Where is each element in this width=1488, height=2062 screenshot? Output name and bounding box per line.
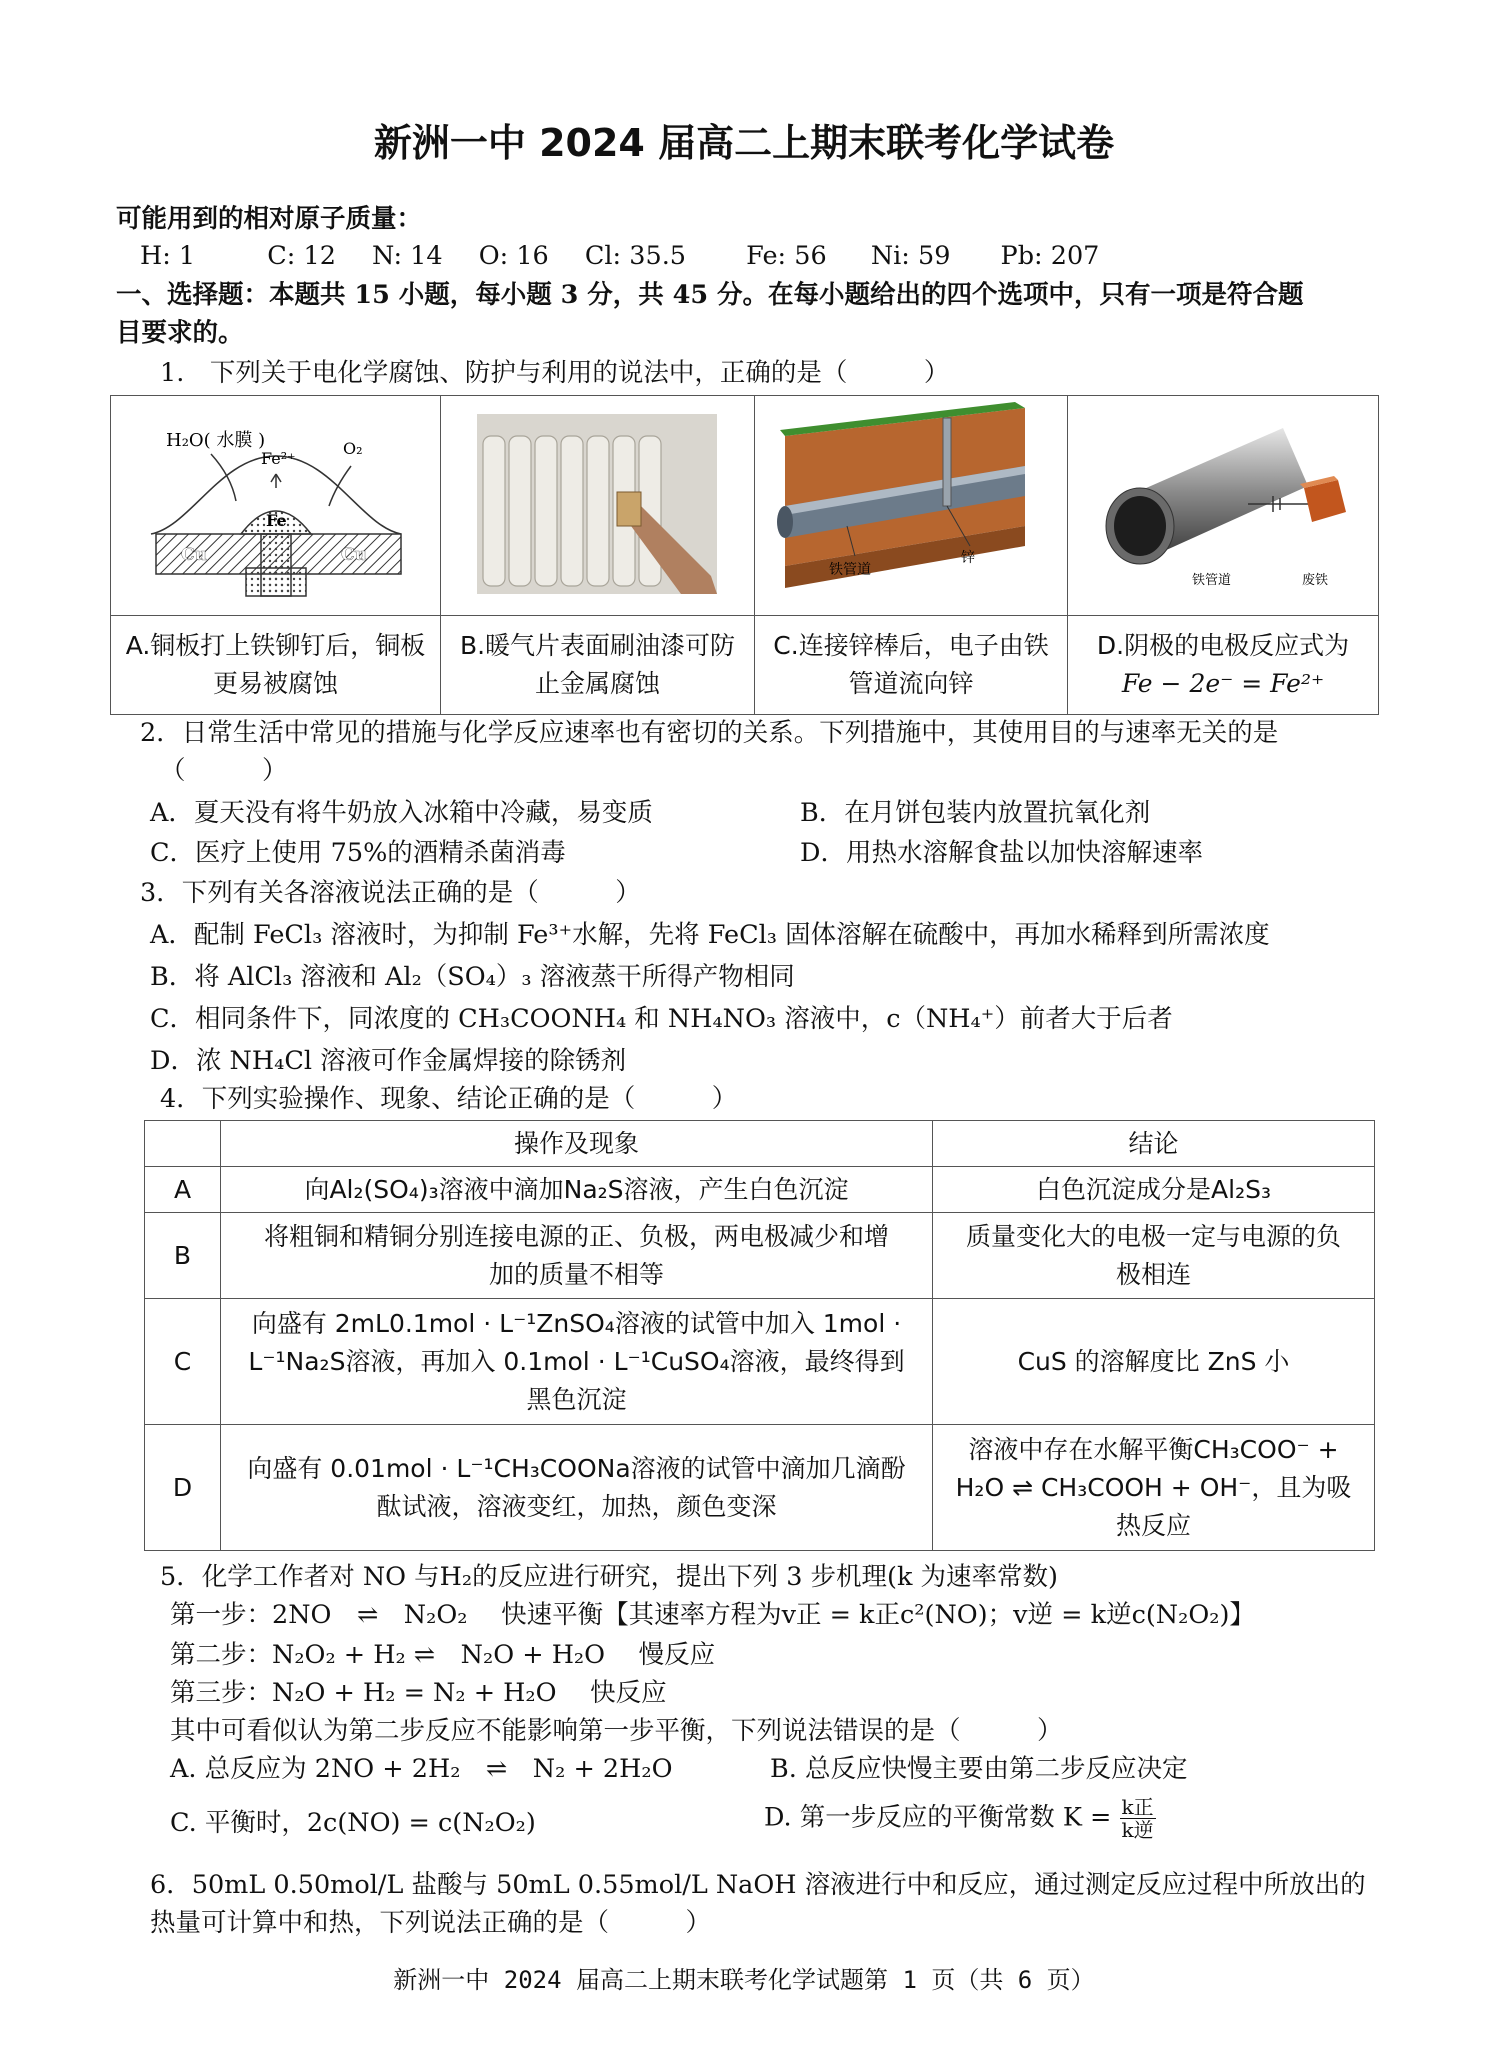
- q1-option-d[interactable]: [1068, 616, 1379, 715]
- atomic-mass-list: [140, 239, 1099, 273]
- q1-option-b-line2: 止金属腐蚀: [534, 669, 660, 698]
- q4-header-label: [145, 1121, 221, 1167]
- cu-right-label: Cu: [341, 545, 367, 565]
- q1-image-c: [755, 396, 1068, 616]
- q5-note: 其中可看似认为第二步反应不能影响第一步平衡，下列说法错误的是（ ）: [170, 1716, 1063, 1746]
- q1-option-a-line2: 更易被腐蚀: [212, 669, 338, 698]
- q1-option-c-line1: C.连接锌棒后，电子由铁: [773, 631, 1049, 660]
- q4-row-operation: 将粗铜和精铜分别连接电源的正、负极，两电极减少和增 加的质量不相等: [221, 1213, 933, 1299]
- q4-row-label: A: [145, 1167, 221, 1213]
- water-film-label: H₂O( 水膜 ): [166, 430, 266, 451]
- q5-option-d-text: D. 第一步反应的平衡常数 K =: [764, 1802, 1112, 1833]
- q5-step1: 第一步：2NO ⇌ N₂O₂ 快速平衡【其速率方程为v正 = k正c²(NO)；v逆 = k逆c(N₂O₂)】: [170, 1600, 1255, 1630]
- page-footer: 新洲一中 2024 届高二上期末联考化学试题第 1 页（共 6 页）: [393, 1966, 1095, 1994]
- q3-stem: 3．下列有关各溶液说法正确的是（ ）: [140, 878, 641, 908]
- rivet-corrosion-diagram: [111, 396, 437, 611]
- pipe-zinc-diagram: [755, 396, 1064, 611]
- atomic-mass-fe: Fe: 56: [746, 241, 827, 271]
- fe-label: Fe: [266, 511, 287, 530]
- o2-label: O₂: [343, 439, 363, 458]
- q2-option-c[interactable]: C．医疗上使用 75%的酒精杀菌消毒: [150, 838, 566, 868]
- q2-option-a[interactable]: A．夏天没有将牛奶放入冰箱中冷藏，易变质: [150, 798, 653, 828]
- q4-row-conclusion: 质量变化大的电极一定与电源的负 极相连: [933, 1213, 1375, 1299]
- q5-option-a[interactable]: A. 总反应为 2NO + 2H₂ ⇌ N₂ + 2H₂O: [170, 1754, 673, 1784]
- atomic-mass-c: C: 12: [267, 241, 336, 271]
- q3-option-b[interactable]: B．将 AlCl₃ 溶液和 Al₂（SO₄）₃ 溶液蒸干所得产物相同: [150, 962, 795, 992]
- q4-row-label: C: [145, 1299, 221, 1425]
- atomic-mass-pb: Pb: 207: [1000, 241, 1100, 271]
- pipe2-label: 铁管道: [1192, 573, 1232, 588]
- q2-option-d[interactable]: D．用热水溶解食盐以加快溶解速率: [800, 838, 1203, 868]
- atomic-mass-n: N: 14: [372, 241, 443, 271]
- q1-option-b[interactable]: [441, 616, 755, 715]
- fraction-denominator: k逆: [1121, 1818, 1154, 1842]
- q4-row-conclusion: 溶液中存在水解平衡CH₃COO⁻ + H₂O ⇌ CH₃COOH + OH⁻，且为吸 热反应: [933, 1425, 1375, 1551]
- atomic-mass-o: O: 16: [478, 241, 549, 271]
- section-heading-2: 目要求的。: [116, 318, 244, 348]
- fraction-numerator: k正: [1121, 1795, 1154, 1819]
- q4-row-operation: 向盛有 2mL0.1mol · L⁻¹ZnSO₄溶液的试管中加入 1mol · L⁻¹Na₂S溶液，再加入 0.1mol · L⁻¹CuSO₄溶液，最终得到 黑色沉淀: [221, 1299, 933, 1425]
- radiator-photo: [441, 396, 751, 611]
- q4-row-operation: 向盛有 0.01mol · L⁻¹CH₃COONa溶液的试管中滴加几滴酚 酞试液，溶液变红，加热，颜色变深: [221, 1425, 933, 1551]
- q4-row-label: D: [145, 1425, 221, 1551]
- q1-option-a-line1: A.铜板打上铁铆钉后，铜板: [125, 631, 426, 660]
- q1-image-a: [111, 396, 441, 616]
- atomic-mass-cl: Cl: 35.5: [584, 241, 687, 271]
- q1-options-table: [110, 395, 1379, 715]
- q4-stem: 4．下列实验操作、现象、结论正确的是（ ）: [160, 1084, 738, 1114]
- zinc-label: 锌: [961, 550, 975, 566]
- fe2-label: Fe²⁺: [261, 449, 296, 468]
- atomic-mass-h: H: 1: [140, 241, 196, 271]
- q4-header-conclusion: 结论: [933, 1121, 1375, 1167]
- q4-table: [144, 1120, 1375, 1551]
- q5-option-b[interactable]: B. 总反应快慢主要由第二步反应决定: [770, 1754, 1188, 1784]
- scrap-iron-label: 废铁: [1302, 573, 1329, 588]
- q6-stem-line2: 热量可计算中和热，下列说法正确的是（ ）: [150, 1908, 712, 1938]
- atomic-mass-heading: 可能用到的相对原子质量：: [116, 204, 423, 234]
- q1-option-c-line2: 管道流向锌: [848, 669, 974, 698]
- pipe-label: 铁管道: [829, 562, 871, 578]
- q5-option-c[interactable]: C. 平衡时，2c(NO) = c(N₂O₂): [170, 1808, 536, 1838]
- q2-stem-line1: 2．日常生活中常见的措施与化学反应速率也有密切的关系。下列措施中，其使用目的与速率无关的是: [140, 718, 1279, 748]
- q2-option-b[interactable]: B．在月饼包装内放置抗氧化剂: [800, 798, 1151, 828]
- atomic-mass-ni: Ni: 59: [870, 241, 951, 271]
- cathodic-protection-diagram: [1068, 396, 1375, 611]
- q5-step2: 第二步：N₂O₂ + H₂ ⇌ N₂O + H₂O 慢反应: [170, 1640, 716, 1670]
- q5-stem: 5．化学工作者对 NO 与H₂的反应进行研究，提出下列 3 步机理(k 为速率常数): [160, 1562, 1059, 1592]
- section-heading-1: 一、选择题：本题共 15 小题，每小题 3 分，共 45 分。在每小题给出的四个选项中，只有一项是符合题: [116, 280, 1304, 310]
- q3-option-c[interactable]: C．相同条件下，同浓度的 CH₃COONH₄ 和 NH₄NO₃ 溶液中，c（NH₄⁺）前者大于后者: [150, 1004, 1173, 1034]
- q4-row-a[interactable]: [145, 1167, 1375, 1213]
- q4-header-row: [145, 1121, 1375, 1167]
- q1-option-d-line2: Fe − 2e⁻ = Fe²⁺: [1121, 669, 1325, 698]
- q4-row-b[interactable]: [145, 1213, 1375, 1299]
- q1-image-b: [441, 396, 755, 616]
- q1-stem: 1. 下列关于电化学腐蚀、防护与利用的说法中，正确的是（ ）: [160, 358, 950, 388]
- q4-row-conclusion: CuS 的溶解度比 ZnS 小: [933, 1299, 1375, 1425]
- q3-option-d[interactable]: D．浓 NH₄Cl 溶液可作金属焊接的除锈剂: [150, 1046, 627, 1076]
- page-title: 新洲一中 2024 届高二上期末联考化学试卷: [373, 121, 1115, 165]
- q4-row-d[interactable]: [145, 1425, 1375, 1551]
- q1-option-c[interactable]: [755, 616, 1068, 715]
- q3-option-a[interactable]: A．配制 FeCl₃ 溶液时，为抑制 Fe³⁺水解，先将 FeCl₃ 固体溶解在硫酸中，再加水稀释到所需浓度: [150, 920, 1270, 950]
- q4-header-operation: 操作及现象: [221, 1121, 933, 1167]
- q4-row-conclusion: 白色沉淀成分是Al₂S₃: [933, 1167, 1375, 1213]
- k-ratio-fraction: [1120, 1796, 1156, 1841]
- q4-row-label: B: [145, 1213, 221, 1299]
- q1-image-d: [1068, 396, 1379, 616]
- q6-stem-line1: 6．50mL 0.50mol/L 盐酸与 50mL 0.55mol/L NaOH 溶液进行中和反应，通过测定反应过程中所放出的: [150, 1870, 1366, 1900]
- q1-option-b-line1: B.暖气片表面刷油漆可防: [459, 631, 736, 660]
- cu-left-label: Cu: [181, 545, 207, 565]
- q5-step3: 第三步：N₂O + H₂ = N₂ + H₂O 快反应: [170, 1678, 667, 1708]
- q4-row-c[interactable]: [145, 1299, 1375, 1425]
- q4-row-operation: 向Al₂(SO₄)₃溶液中滴加Na₂S溶液，产生白色沉淀: [221, 1167, 933, 1213]
- q1-option-d-line1: D.阴极的电极反应式为: [1096, 631, 1350, 660]
- q2-stem-line2: （ ）: [160, 756, 288, 786]
- q5-option-d[interactable]: [764, 1796, 1156, 1841]
- q1-option-a[interactable]: [111, 616, 441, 715]
